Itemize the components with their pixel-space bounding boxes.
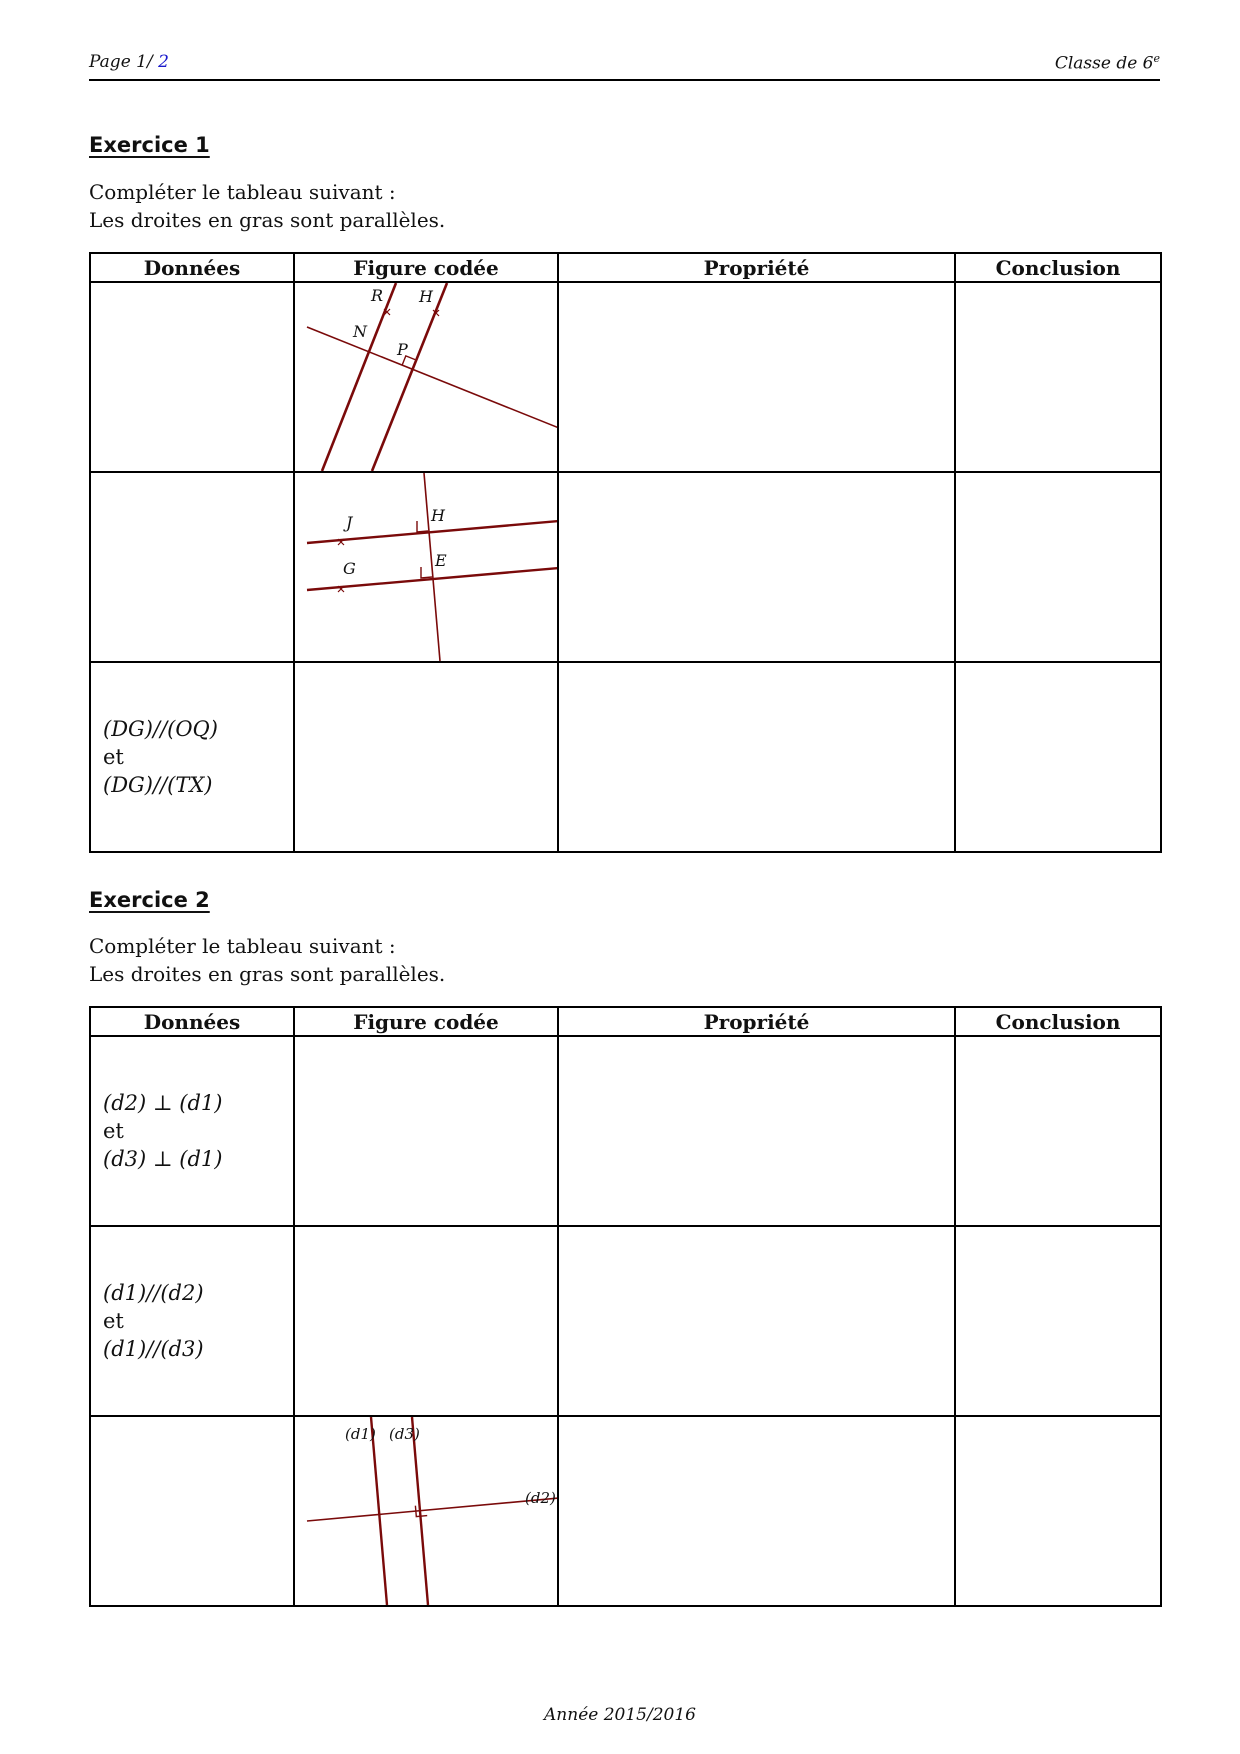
conclusion-cell[interactable] bbox=[955, 1226, 1161, 1416]
donnees-cell[interactable]: (d1)//(d2) et (d1)//(d3) bbox=[90, 1226, 294, 1416]
footer-year: Année 2015/2016 bbox=[544, 1705, 696, 1725]
right-angle-mark-h bbox=[417, 521, 428, 532]
exercise-2-instructions: Compléter le tableau suivant : Les droites en gras sont parallèles. bbox=[89, 934, 446, 986]
figure-cell[interactable] bbox=[294, 1226, 558, 1416]
bold-line-1 bbox=[322, 283, 396, 471]
page-total-link[interactable]: 2 bbox=[158, 52, 169, 72]
conclusion-cell[interactable] bbox=[955, 1036, 1161, 1226]
label-d1: (d1) bbox=[345, 1425, 376, 1443]
col-header-figure: Figure codée bbox=[294, 1007, 558, 1036]
donnees-cell[interactable]: (DG)//(OQ) et (DG)//(TX) bbox=[90, 662, 294, 852]
label-n: N bbox=[353, 322, 367, 341]
donnees-cell[interactable] bbox=[90, 1416, 294, 1606]
donnees-cell[interactable] bbox=[90, 282, 294, 472]
label-j: J bbox=[346, 513, 353, 532]
propriete-cell[interactable] bbox=[558, 1036, 955, 1226]
exercise-2-title: Exercice 2 bbox=[89, 888, 210, 912]
label-r: R bbox=[371, 286, 384, 305]
col-header-propriete: Propriété bbox=[558, 1007, 955, 1036]
label-d2: (d2) bbox=[525, 1489, 556, 1507]
page-header bbox=[89, 50, 1160, 81]
label-p: P bbox=[397, 340, 408, 359]
col-header-figure: Figure codée bbox=[294, 253, 558, 282]
table-row bbox=[90, 282, 1161, 472]
class-label: Classe de 6e bbox=[1054, 52, 1160, 74]
conclusion-cell[interactable] bbox=[955, 662, 1161, 852]
table-row bbox=[90, 662, 1161, 852]
donnees-cell[interactable] bbox=[90, 472, 294, 662]
donnees-cell[interactable]: (d2) ⊥ (d1) et (d3) ⊥ (d1) bbox=[90, 1036, 294, 1226]
col-header-donnees: Données bbox=[90, 253, 294, 282]
col-header-donnees: Données bbox=[90, 1007, 294, 1036]
col-header-propriete: Propriété bbox=[558, 253, 955, 282]
page-number: Page 1/ 2 bbox=[89, 52, 169, 72]
propriete-cell[interactable] bbox=[558, 472, 955, 662]
figure-d1-d2-d3 bbox=[295, 1417, 558, 1605]
figure-cell bbox=[294, 1416, 558, 1606]
col-header-conclusion: Conclusion bbox=[955, 1007, 1161, 1036]
table-row bbox=[90, 1416, 1161, 1606]
line-d2 bbox=[307, 1498, 558, 1521]
label-d3: (d3) bbox=[389, 1425, 420, 1443]
figure-parallel-perpendicular-2 bbox=[295, 473, 558, 661]
bold-line-2 bbox=[372, 283, 447, 471]
propriete-cell[interactable] bbox=[558, 282, 955, 472]
figure-cell[interactable] bbox=[294, 662, 558, 852]
figure-cell bbox=[294, 472, 558, 662]
table-row bbox=[90, 1036, 1161, 1226]
exercise-2-table bbox=[89, 1006, 1162, 1607]
conclusion-cell[interactable] bbox=[955, 472, 1161, 662]
conclusion-cell[interactable] bbox=[955, 282, 1161, 472]
col-header-conclusion: Conclusion bbox=[955, 253, 1161, 282]
table-row bbox=[90, 1226, 1161, 1416]
label-h: H bbox=[431, 506, 445, 525]
propriete-cell[interactable] bbox=[558, 662, 955, 852]
figure-cell bbox=[294, 282, 558, 472]
exercise-1-title: Exercice 1 bbox=[89, 133, 210, 157]
line-d1 bbox=[371, 1417, 387, 1605]
figure-cell[interactable] bbox=[294, 1036, 558, 1226]
figure-parallel-perpendicular-1 bbox=[295, 283, 558, 471]
propriete-cell[interactable] bbox=[558, 1226, 955, 1416]
label-h: H bbox=[419, 287, 433, 306]
label-e: E bbox=[435, 551, 447, 570]
propriete-cell[interactable] bbox=[558, 1416, 955, 1606]
table-row bbox=[90, 472, 1161, 662]
conclusion-cell[interactable] bbox=[955, 1416, 1161, 1606]
right-angle-mark-e bbox=[421, 567, 432, 578]
exercise-1-instructions: Compléter le tableau suivant : Les droites en gras sont parallèles. bbox=[89, 180, 446, 232]
label-g: G bbox=[343, 559, 356, 578]
exercise-1-table bbox=[89, 252, 1162, 853]
